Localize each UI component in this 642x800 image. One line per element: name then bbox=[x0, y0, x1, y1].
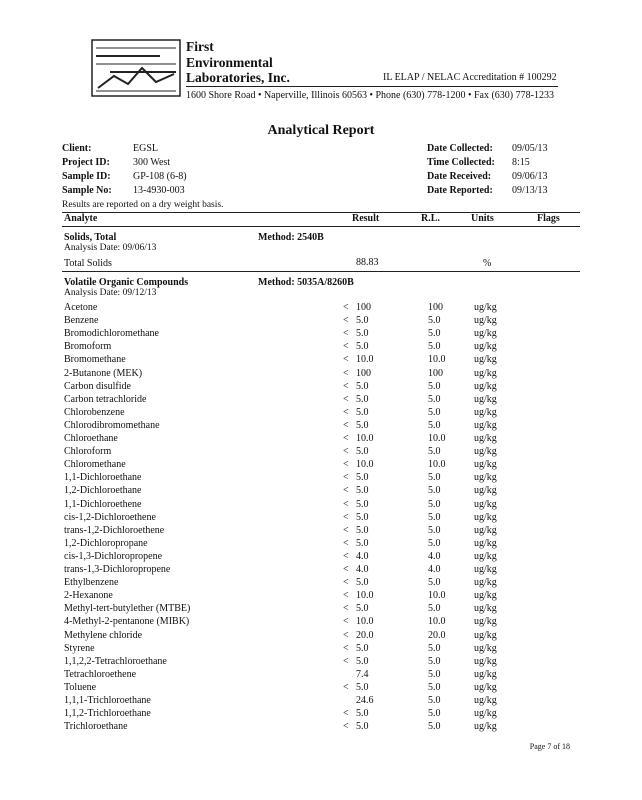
reporting-limit: 10.0 bbox=[428, 459, 446, 471]
date-received-value: 09/06/13 bbox=[512, 171, 548, 182]
analyte-name: Methylene chloride bbox=[64, 629, 143, 641]
less-than-sign: < bbox=[343, 655, 349, 667]
result-value: 5.0 bbox=[356, 419, 369, 431]
analyte-name: Ethylbenzene bbox=[64, 577, 119, 589]
reporting-limit: 5.0 bbox=[428, 472, 441, 484]
units-value: ug/kg bbox=[474, 485, 497, 497]
less-than-sign: < bbox=[343, 419, 349, 431]
units-value: ug/kg bbox=[474, 393, 497, 405]
less-than-sign: < bbox=[343, 485, 349, 497]
date-received-label: Date Received: bbox=[427, 171, 492, 182]
reporting-limit: 10.0 bbox=[428, 354, 446, 366]
less-than-sign: < bbox=[343, 380, 349, 392]
table-row bbox=[0, 538, 642, 551]
analyte-name: Styrene bbox=[64, 642, 95, 654]
analyte-name: Chloromethane bbox=[64, 459, 126, 471]
result-value: 5.0 bbox=[356, 681, 369, 693]
result-value: 5.0 bbox=[356, 603, 369, 615]
units-value: ug/kg bbox=[474, 537, 497, 549]
result-value: 5.0 bbox=[356, 446, 369, 458]
units-value: ug/kg bbox=[474, 419, 497, 431]
less-than-sign: < bbox=[343, 315, 349, 327]
time-collected-value: 8:15 bbox=[512, 157, 530, 168]
table-row bbox=[0, 603, 642, 616]
company-name-line1: First bbox=[186, 39, 214, 54]
reporting-limit: 5.0 bbox=[428, 328, 441, 340]
sample-no-value: 13-4930-003 bbox=[133, 185, 185, 196]
analyte-name: 1,1-Dichloroethane bbox=[64, 472, 142, 484]
units-value: ug/kg bbox=[474, 629, 497, 641]
result-value: 5.0 bbox=[356, 406, 369, 418]
analyte-name: Chloroethane bbox=[64, 433, 118, 444]
units-value: ug/kg bbox=[474, 655, 497, 667]
result-value: 5.0 bbox=[356, 472, 369, 484]
result-value: 5.0 bbox=[356, 537, 369, 549]
table-row bbox=[0, 407, 642, 420]
reporting-limit: 5.0 bbox=[428, 380, 441, 392]
result-value: 10.0 bbox=[356, 354, 374, 366]
units-value: ug/kg bbox=[474, 433, 497, 444]
reporting-limit: 4.0 bbox=[428, 550, 441, 562]
reporting-limit: 4.0 bbox=[428, 564, 441, 575]
less-than-sign: < bbox=[343, 341, 349, 353]
result-value: 20.0 bbox=[356, 629, 374, 641]
report-title: Analytical Report bbox=[267, 123, 375, 138]
table-row bbox=[0, 708, 642, 721]
table-row bbox=[0, 630, 642, 643]
less-than-sign: < bbox=[343, 721, 349, 733]
table-row bbox=[0, 394, 642, 407]
table-row bbox=[0, 499, 642, 512]
client-value: EGSL bbox=[133, 143, 158, 154]
table-row bbox=[0, 459, 642, 472]
table-row bbox=[0, 381, 642, 394]
table-row bbox=[0, 354, 642, 367]
result-value: 5.0 bbox=[356, 642, 369, 654]
reporting-limit: 5.0 bbox=[428, 681, 441, 693]
result-value: 5.0 bbox=[356, 393, 369, 405]
table-row bbox=[0, 433, 642, 446]
date-collected-label: Date Collected: bbox=[427, 143, 493, 154]
header-divider bbox=[186, 86, 558, 87]
client-label: Client: bbox=[62, 143, 92, 154]
date-collected-value: 09/05/13 bbox=[512, 143, 548, 154]
analyte-name: Chlorobenzene bbox=[64, 406, 125, 418]
less-than-sign: < bbox=[343, 629, 349, 641]
solids-result: 88.83 bbox=[356, 257, 379, 268]
reporting-limit: 10.0 bbox=[428, 433, 446, 444]
units-value: ug/kg bbox=[474, 564, 497, 575]
table-row bbox=[0, 328, 642, 341]
reporting-limit: 20.0 bbox=[428, 629, 446, 641]
less-than-sign: < bbox=[343, 537, 349, 549]
analyte-name: Chlorodibromomethane bbox=[64, 419, 160, 431]
units-value: ug/kg bbox=[474, 511, 497, 523]
col-units: Units bbox=[471, 213, 494, 224]
sample-id-label: Sample ID: bbox=[62, 171, 111, 182]
analyte-name: 1,1,2-Trichloroethane bbox=[64, 708, 151, 720]
table-row bbox=[0, 721, 642, 734]
table-row bbox=[0, 682, 642, 695]
less-than-sign: < bbox=[343, 459, 349, 471]
result-value: 5.0 bbox=[356, 341, 369, 353]
solids-section-title: Solids, Total bbox=[64, 232, 117, 243]
analyte-name: Acetone bbox=[64, 302, 98, 313]
analyte-name: 1,1,1-Trichloroethane bbox=[64, 695, 151, 706]
less-than-sign: < bbox=[343, 406, 349, 418]
project-label: Project ID: bbox=[62, 157, 110, 168]
result-value: 5.0 bbox=[356, 328, 369, 340]
units-value: ug/kg bbox=[474, 380, 497, 392]
result-value: 100 bbox=[356, 367, 371, 379]
less-than-sign: < bbox=[343, 590, 349, 602]
less-than-sign: < bbox=[343, 328, 349, 340]
units-value: ug/kg bbox=[474, 668, 497, 680]
col-analyte: Analyte bbox=[64, 213, 98, 224]
accreditation-text: IL ELAP / NELAC Accreditation # 100292 bbox=[383, 72, 557, 83]
reporting-limit: 5.0 bbox=[428, 577, 441, 589]
units-value: ug/kg bbox=[474, 616, 497, 628]
analyte-name: 1,2-Dichloropropane bbox=[64, 537, 148, 549]
company-logo bbox=[90, 38, 182, 98]
header-top-rule bbox=[62, 212, 580, 213]
units-value: ug/kg bbox=[474, 498, 497, 510]
result-value: 10.0 bbox=[356, 616, 374, 628]
company-name-line3: Laboratories, Inc. bbox=[186, 70, 290, 85]
result-value: 5.0 bbox=[356, 524, 369, 536]
result-value: 5.0 bbox=[356, 511, 369, 523]
table-row bbox=[0, 420, 642, 433]
result-value: 4.0 bbox=[356, 564, 369, 575]
less-than-sign: < bbox=[343, 302, 349, 313]
analyte-name: Methyl-tert-butylether (MTBE) bbox=[64, 603, 191, 615]
sample-no-label: Sample No: bbox=[62, 185, 112, 196]
analyte-name: cis-1,3-Dichloropropene bbox=[64, 550, 163, 562]
col-rl: R.L. bbox=[421, 213, 440, 224]
units-value: ug/kg bbox=[474, 315, 497, 327]
time-collected-label: Time Collected: bbox=[427, 157, 495, 168]
reporting-limit: 5.0 bbox=[428, 721, 441, 733]
table-row bbox=[0, 302, 642, 315]
analyte-name: 1,1,2,2-Tetrachloroethane bbox=[64, 655, 167, 667]
less-than-sign: < bbox=[343, 354, 349, 366]
analyte-name: Bromodichloromethane bbox=[64, 328, 159, 340]
col-flags: Flags bbox=[537, 213, 560, 224]
units-value: ug/kg bbox=[474, 642, 497, 654]
result-value: 24.6 bbox=[356, 695, 374, 706]
result-value: 5.0 bbox=[356, 577, 369, 589]
less-than-sign: < bbox=[343, 564, 349, 575]
basis-note: Results are reported on a dry weight basis. bbox=[62, 200, 224, 210]
units-value: ug/kg bbox=[474, 695, 497, 706]
table-row bbox=[0, 472, 642, 485]
units-value: ug/kg bbox=[474, 328, 497, 340]
analyte-name: 4-Methyl-2-pentanone (MIBK) bbox=[64, 616, 190, 628]
units-value: ug/kg bbox=[474, 302, 497, 313]
analyte-name: Bromomethane bbox=[64, 354, 126, 366]
company-name-line2: Environmental bbox=[186, 55, 273, 70]
analyte-name: trans-1,2-Dichloroethene bbox=[64, 524, 165, 536]
result-value: 10.0 bbox=[356, 433, 374, 444]
reporting-limit: 5.0 bbox=[428, 603, 441, 615]
sample-id-value: GP-108 (6-8) bbox=[133, 171, 187, 182]
voc-method: Method: 5035A/8260B bbox=[258, 277, 354, 288]
project-value: 300 West bbox=[133, 157, 171, 168]
analyte-name: 1,2-Dichloroethane bbox=[64, 485, 142, 497]
less-than-sign: < bbox=[343, 603, 349, 615]
units-value: ug/kg bbox=[474, 524, 497, 536]
reporting-limit: 5.0 bbox=[428, 446, 441, 458]
result-value: 5.0 bbox=[356, 655, 369, 667]
less-than-sign: < bbox=[343, 681, 349, 693]
reporting-limit: 5.0 bbox=[428, 642, 441, 654]
voc-section-title: Volatile Organic Compounds bbox=[64, 277, 189, 288]
result-value: 7.4 bbox=[356, 668, 369, 680]
table-row bbox=[0, 485, 642, 498]
date-reported-value: 09/13/13 bbox=[512, 185, 548, 196]
units-value: ug/kg bbox=[474, 446, 497, 458]
less-than-sign: < bbox=[343, 616, 349, 628]
units-value: ug/kg bbox=[474, 354, 497, 366]
table-row bbox=[0, 577, 642, 590]
reporting-limit: 10.0 bbox=[428, 616, 446, 628]
table-row bbox=[0, 341, 642, 354]
less-than-sign: < bbox=[343, 511, 349, 523]
reporting-limit: 5.0 bbox=[428, 406, 441, 418]
analyte-name: Tetrachloroethene bbox=[64, 668, 137, 680]
table-row bbox=[0, 512, 642, 525]
result-value: 100 bbox=[356, 302, 371, 313]
result-value: 5.0 bbox=[356, 485, 369, 497]
table-row bbox=[0, 525, 642, 538]
less-than-sign: < bbox=[343, 550, 349, 562]
analyte-name: Benzene bbox=[64, 315, 99, 327]
analyte-name: Carbon tetrachloride bbox=[64, 393, 147, 405]
reporting-limit: 5.0 bbox=[428, 419, 441, 431]
less-than-sign: < bbox=[343, 577, 349, 589]
units-value: ug/kg bbox=[474, 341, 497, 353]
reporting-limit: 5.0 bbox=[428, 655, 441, 667]
less-than-sign: < bbox=[343, 472, 349, 484]
units-value: ug/kg bbox=[474, 721, 497, 733]
table-row bbox=[0, 315, 642, 328]
less-than-sign: < bbox=[343, 446, 349, 458]
analyte-name: cis-1,2-Dichloroethene bbox=[64, 511, 156, 523]
units-value: ug/kg bbox=[474, 708, 497, 720]
less-than-sign: < bbox=[343, 433, 349, 444]
reporting-limit: 5.0 bbox=[428, 695, 441, 706]
reporting-limit: 5.0 bbox=[428, 537, 441, 549]
units-value: ug/kg bbox=[474, 367, 497, 379]
result-value: 5.0 bbox=[356, 315, 369, 327]
table-row bbox=[0, 564, 642, 577]
analyte-name: 2-Butanone (MEK) bbox=[64, 367, 143, 379]
table-row bbox=[0, 616, 642, 629]
address-line: 1600 Shore Road • Naperville, Illinois 60563 • Phone (630) 778-1200 • Fax (630) 778-1233 bbox=[186, 90, 554, 101]
header-bottom-rule bbox=[62, 226, 580, 227]
less-than-sign: < bbox=[343, 393, 349, 405]
reporting-limit: 5.0 bbox=[428, 341, 441, 353]
analyte-name: 1,1-Dichloroethene bbox=[64, 498, 142, 510]
table-row bbox=[0, 643, 642, 656]
result-value: 5.0 bbox=[356, 380, 369, 392]
result-value: 5.0 bbox=[356, 498, 369, 510]
result-value: 4.0 bbox=[356, 550, 369, 562]
reporting-limit: 5.0 bbox=[428, 668, 441, 680]
less-than-sign: < bbox=[343, 642, 349, 654]
units-value: ug/kg bbox=[474, 577, 497, 589]
reporting-limit: 5.0 bbox=[428, 485, 441, 497]
less-than-sign: < bbox=[343, 524, 349, 536]
reporting-limit: 5.0 bbox=[428, 708, 441, 720]
table-row bbox=[0, 695, 642, 708]
analyte-name: Carbon disulfide bbox=[64, 380, 131, 392]
reporting-limit: 5.0 bbox=[428, 498, 441, 510]
result-value: 5.0 bbox=[356, 721, 369, 733]
units-value: ug/kg bbox=[474, 459, 497, 471]
table-row bbox=[0, 590, 642, 603]
page-number: Page 7 of 18 bbox=[529, 742, 570, 751]
result-value: 10.0 bbox=[356, 459, 374, 471]
col-result: Result bbox=[352, 213, 380, 224]
reporting-limit: 5.0 bbox=[428, 524, 441, 536]
reporting-limit: 5.0 bbox=[428, 315, 441, 327]
date-reported-label: Date Reported: bbox=[427, 185, 493, 196]
less-than-sign: < bbox=[343, 708, 349, 720]
solids-rule bbox=[62, 271, 580, 272]
units-value: ug/kg bbox=[474, 603, 497, 615]
reporting-limit: 10.0 bbox=[428, 590, 446, 602]
solids-analyte: Total Solids bbox=[64, 258, 112, 269]
result-value: 5.0 bbox=[356, 708, 369, 720]
reporting-limit: 100 bbox=[428, 302, 443, 313]
table-row bbox=[0, 669, 642, 682]
analyte-name: trans-1,3-Dichloropropene bbox=[64, 564, 171, 575]
solids-method: Method: 2540B bbox=[258, 232, 324, 243]
units-value: ug/kg bbox=[474, 472, 497, 484]
less-than-sign: < bbox=[343, 498, 349, 510]
solids-units: % bbox=[483, 258, 492, 269]
units-value: ug/kg bbox=[474, 681, 497, 693]
analyte-name: Bromoform bbox=[64, 341, 112, 353]
analyte-name: 2-Hexanone bbox=[64, 590, 113, 602]
analyte-name: Toluene bbox=[64, 681, 97, 693]
reporting-limit: 100 bbox=[428, 367, 443, 379]
table-row bbox=[0, 368, 642, 381]
table-row bbox=[0, 446, 642, 459]
units-value: ug/kg bbox=[474, 550, 497, 562]
table-row bbox=[0, 656, 642, 669]
table-row bbox=[0, 551, 642, 564]
solids-analysis-date: Analysis Date: 09/06/13 bbox=[64, 243, 157, 253]
result-value: 10.0 bbox=[356, 590, 374, 602]
less-than-sign: < bbox=[343, 367, 349, 379]
analyte-name: Trichloroethane bbox=[64, 721, 128, 733]
voc-analysis-date: Analysis Date: 09/12/13 bbox=[64, 288, 157, 298]
units-value: ug/kg bbox=[474, 406, 497, 418]
reporting-limit: 5.0 bbox=[428, 511, 441, 523]
units-value: ug/kg bbox=[474, 590, 497, 602]
reporting-limit: 5.0 bbox=[428, 393, 441, 405]
analyte-name: Chloroform bbox=[64, 446, 112, 458]
